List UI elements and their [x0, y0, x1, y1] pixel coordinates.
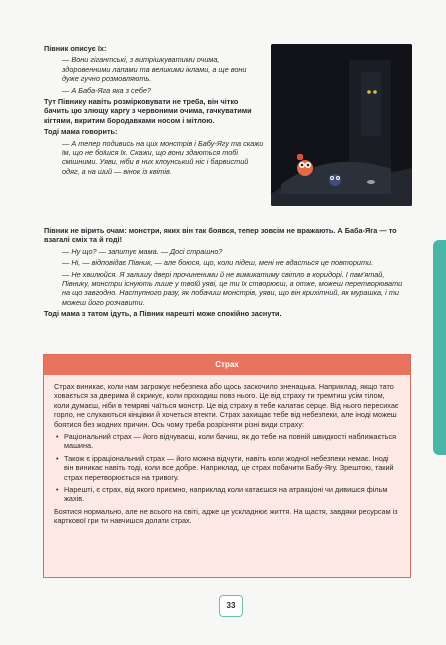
paragraph: Півник описує їх: — [44, 44, 107, 53]
illustration-dark-room — [271, 44, 412, 206]
paragraph: Півник не вірить очам: монстри, яких він так боявся, тепер зовсім не вражають. А Баба-Яга — то взагалі сміх та й годі! — [44, 226, 397, 245]
dialogue: — А Баба-Яга яка з себе? — [62, 85, 151, 95]
bullet-item: • Раціональний страх — його відчуваєш, коли бачиш, як до тебе на повній швидкості наближається машина. — [54, 432, 400, 451]
story-continuation — [44, 226, 408, 321]
info-box-body — [44, 375, 410, 526]
paragraph: Тут Півнику навіть розмірковувати не треба, він чітко бачить цю злющу каргу з червоними очима, гачкуватими кігтями, вкритим бородавками носом і мітлою. — [44, 97, 252, 125]
info-box-title: Страх — [44, 355, 410, 375]
info-box-fear — [43, 354, 411, 578]
dialogue: — Не хвилюйся. Я залишу двері прочиненими й не вимикатиму світло в коридорі. І пам'ятай, Півнику, монстри існують лише у твоїй уяві, це ти їх створюєш, а отже, можеш перетворювати на що завгодно. Наступного разу, як побачиш монстрів, уяви, що він крихітний, як мурашка, і ти можеш його розчавити. — [62, 269, 403, 307]
dialogue: — А тепер подивись на цих монстрів і Бабу-Ягу та скажи їм, що не боїшся їх. Скажи, що вони здаються тобі смішними. Уяви, ніби в них клоунський ніс і барвистий одяг, а на ший — вінок із квітів. — [62, 138, 264, 176]
bullet-item: • Нарешті, є страх, від якого приємно, наприклад коли катаєшся на атракціоні чи дивишся фільм жахів. — [54, 485, 400, 504]
dialogue: — Вони гігантські, з витрішкуватими очима, здоровенними лапами та великими іклами, а ще вони дуже гучно розмовляють. — [62, 55, 247, 84]
info-paragraph: Боятися нормально, але не всього на світі, адже це ускладнює життя. На щастя, завдяки ресурсам із карткової гри ти навчишся долати страх. — [54, 506, 398, 526]
paragraph: Тоді мама з татом ідуть, а Півник нарешті може спокійно заснути. — [44, 309, 282, 319]
story-column — [44, 44, 264, 178]
dialogue: — Ні, — відповідає Півник, — але боюся, що, коли підеш, мені не вдасться це повторити. — [62, 258, 374, 268]
info-paragraph: Страх виникає, коли нам загрожує небезпека або щось заскочило зненацька. Наприклад, якщо тато ховається за дверима й скрикує, коли проходиш повз нього. Це від страху ти тремтиш усім тілом, коли думаєш, ніби в темряві чаїться монстр. Це від страху в тебе калатає серце. Від нього пересихає горло, не слухаються кінцівки й хочеться втекти. Страх захищає тебе від небезпеки, але іноді можеш боятися без жодних причин. Ось чому треба розрізняти різні види страху: — [54, 382, 399, 429]
page-number: 33 — [219, 595, 243, 617]
monster-scene-image — [271, 44, 412, 206]
dialogue: — Ну що? — запитує мама. — Досі страшно? — [62, 246, 223, 256]
paragraph: Тоді мама говорить: — [44, 127, 118, 137]
bullet-item: • Також є ірраціональний страх — його можна відчути, навіть коли жодної небезпеки немає. Іноді він виникає навіть тоді, коли все добре. Наприклад, це страх побачити Бабу-Ягу. Зрештою, такий страх перетворюється на тривогу. — [54, 454, 400, 482]
side-tab-marker — [433, 240, 446, 455]
